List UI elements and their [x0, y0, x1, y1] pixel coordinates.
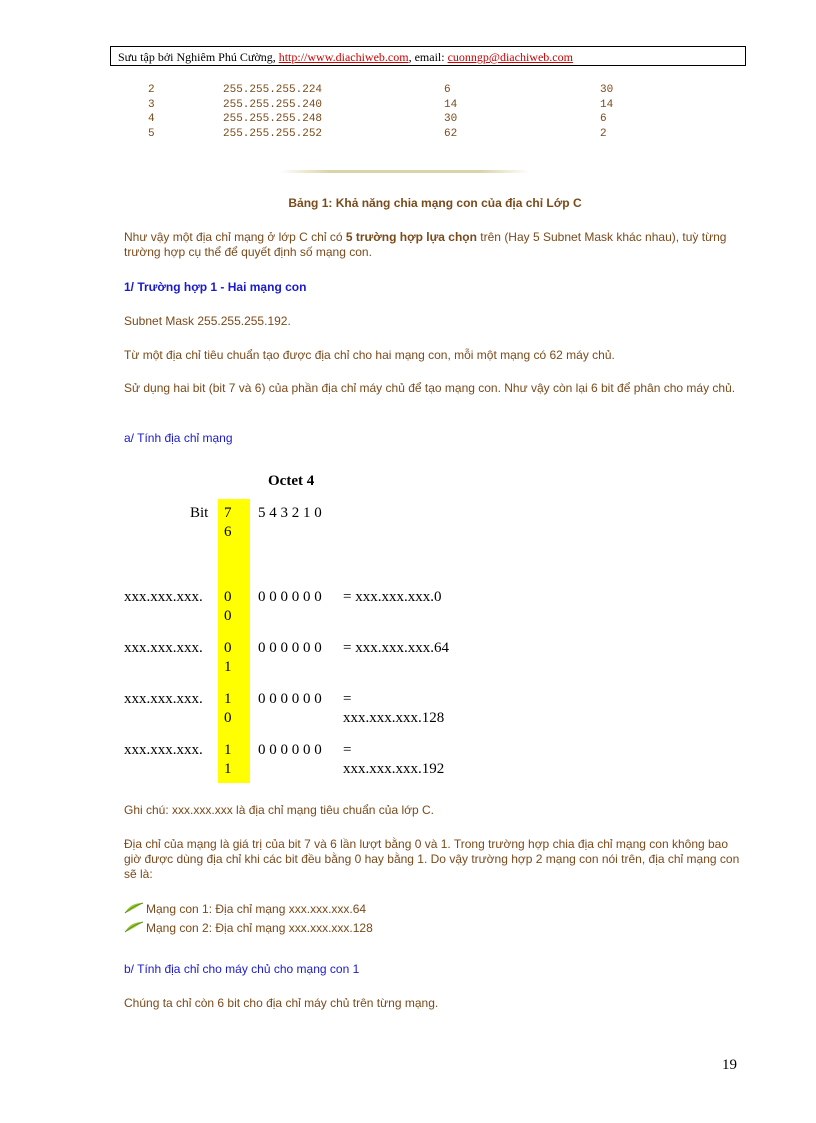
table-cell: 5: [148, 127, 155, 140]
para1-before: Như vậy một địa chỉ mạng ở lớp C chỉ có: [124, 230, 346, 244]
header-email-link[interactable]: cuonngp@diachiweb.com: [447, 50, 573, 64]
octet-row-low-bits: 0 0 0 0 0 0: [258, 589, 322, 605]
octet-row-prefix: xxx.xxx.xxx.: [124, 589, 203, 605]
octet-row-bit7: 0: [224, 640, 232, 656]
bits-low: 5 4 3 2 1 0: [258, 505, 322, 521]
octet-row-bit6: 0: [224, 608, 232, 624]
para1-after: trên (Hay 5 Subnet Mask khác nhau), tuỳ từng trường hợp cụ thể để quyết định số mạng con.: [124, 230, 727, 259]
octet-row-bit7: 0: [224, 589, 232, 605]
octet-title: Octet 4: [268, 473, 315, 489]
table-cell: 30: [444, 113, 458, 125]
octet-row-bit6: 0: [224, 710, 232, 726]
para1-bold: 5 trường hợp lựa chọn: [345, 230, 477, 244]
leaf-bullet-icon: [124, 921, 144, 933]
table-caption: Bảng 1: Khả năng chia mạng con của địa chỉ Lớp C: [288, 196, 582, 210]
octet-row-result: =: [343, 742, 352, 758]
octet-row-prefix: xxx.xxx.xxx.: [124, 742, 203, 758]
separator-line: [280, 170, 530, 173]
highlight-column: [218, 499, 250, 783]
list-item: [124, 921, 373, 936]
bullet-text: Mạng con 2: Địa chỉ mạng xxx.xxx.xxx.128: [146, 921, 373, 935]
octet-row-bit7: 1: [224, 742, 232, 758]
octet-row-prefix: xxx.xxx.xxx.: [124, 640, 203, 656]
bit-label: Bit: [190, 505, 209, 521]
heading-case-1: 1/ Trường hợp 1 - Hai mạng con: [124, 280, 307, 294]
header-prefix: Sưu tập bởi Nghiêm Phú Cường,: [118, 50, 279, 64]
bit-7: 7: [224, 505, 232, 521]
table-cell: 6: [444, 84, 451, 96]
table-cell: 30: [600, 84, 614, 96]
table-cell: 4: [148, 113, 155, 125]
octet-row-low-bits: 0 0 0 0 0 0: [258, 691, 322, 707]
octet-row-bit6: 1: [224, 659, 232, 675]
subnet-mask-text: Subnet Mask 255.255.255.192.: [124, 314, 291, 328]
table-cell: 255.255.255.224: [223, 84, 323, 96]
paragraph-network-address: Địa chỉ của mạng là giá trị của bit 7 và 6 lần lượt bằng 0 và 1. Trong trường hợp chia địa chỉ mạng con không bao giờ được dùng địa chỉ khi các bit đều bằng 0 hay bằng 1. Do vậy trường hợp 2 mạng con nói trên, địa chỉ mạng con sẽ là:: [124, 837, 740, 881]
paragraph-two-subnets: Từ một địa chỉ tiêu chuẩn tạo được địa chỉ cho hai mạng con, mỗi một mạng có 62 máy chủ.: [124, 348, 615, 362]
octet-row-result-value: xxx.xxx.xxx.192: [343, 761, 445, 777]
leaf-bullet-icon: [124, 902, 144, 914]
table-cell: 14: [600, 98, 614, 111]
page-header: [110, 46, 746, 66]
heading-network-address: a/ Tính địa chỉ mạng: [124, 431, 233, 445]
table-cell: 62: [444, 127, 458, 140]
header-url-link[interactable]: http://www.diachiweb.com: [278, 50, 409, 64]
note-text: Ghi chú: xxx.xxx.xxx là địa chỉ mạng tiêu chuẩn của lớp C.: [124, 803, 435, 817]
octet-row-low-bits: 0 0 0 0 0 0: [258, 640, 322, 656]
table-cell: 2: [148, 84, 155, 96]
table-cell: 2: [600, 127, 607, 140]
table-cell: 14: [444, 98, 458, 111]
header-email-prefix: , email:: [408, 50, 448, 64]
paragraph-host-bits: Chúng ta chỉ còn 6 bit cho địa chỉ máy chủ trên từng mạng.: [124, 996, 439, 1010]
table-cell: 255.255.255.240: [223, 98, 323, 111]
octet-row-result-value: xxx.xxx.xxx.128: [343, 710, 445, 726]
list-item: [124, 902, 366, 917]
paragraph-summary: [124, 230, 746, 260]
octet-row-prefix: xxx.xxx.xxx.: [124, 691, 203, 707]
heading-host-address: b/ Tính địa chỉ cho máy chủ cho mạng con 1: [124, 962, 360, 976]
octet-row-result: = xxx.xxx.xxx.64: [343, 640, 449, 656]
paragraph-bits: Sử dụng hai bit (bit 7 và 6) của phần địa chỉ máy chủ để tạo mạng con. Như vậy còn lại 6 bit để phân cho máy chủ.: [124, 381, 736, 395]
octet-row-result: =: [343, 691, 352, 707]
octet-row-bit7: 1: [224, 691, 232, 707]
table-cell: 255.255.255.252: [223, 127, 323, 140]
octet-row-result: = xxx.xxx.xxx.0: [343, 589, 442, 605]
octet-row-low-bits: 0 0 0 0 0 0: [258, 742, 322, 758]
bit-6: 6: [224, 524, 232, 540]
table-cell: 3: [148, 98, 155, 111]
table-cell: 255.255.255.248: [223, 113, 323, 125]
page-number: 19: [722, 1057, 737, 1073]
table-cell: 6: [600, 113, 607, 125]
octet-row-bit6: 1: [224, 761, 232, 777]
bullet-text: Mạng con 1: Địa chỉ mạng xxx.xxx.xxx.64: [146, 902, 367, 916]
